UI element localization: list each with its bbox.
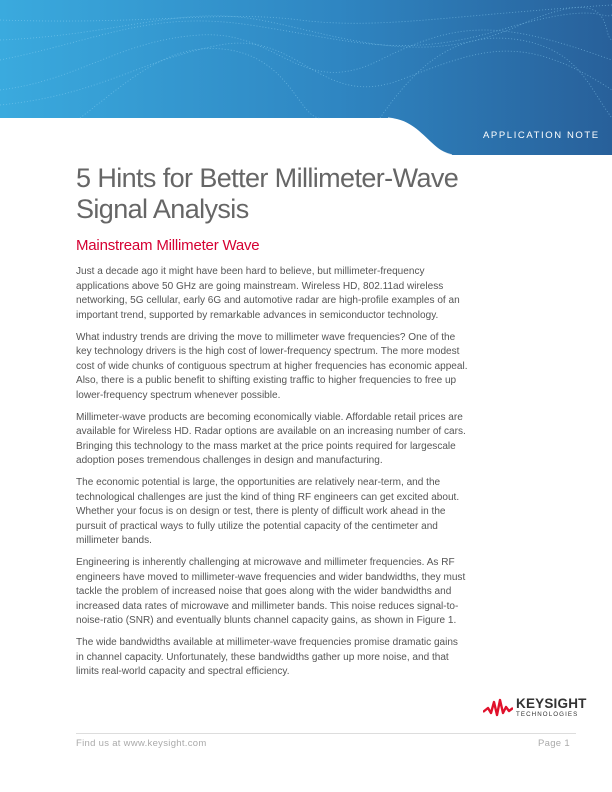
paragraph: The wide bandwidths available at millimeter-wave frequencies promise dramatic gains in channel capacity. Unfortunately, these bandwidths gather up more noise, and that limits real-world capacity and spectral efficiency. — [76, 637, 458, 677]
paragraph: Millimeter-wave products are becoming economically viable. Affordable retail prices are available for Wireless HD. Radar options are available on an increasing number of cars. Bringing this technology to the mass market at the price points required for largescale adoption poses tremendous challenges in design and manufacturing. — [76, 411, 466, 466]
paragraph: What industry trends are driving the move to millimeter wave frequencies? One of the key technology drivers is the high cost of lower-frequency spectrum. The more modest cost of wide chunks of contiguous spectrum at higher frequencies has economic appeal. Also, there is a public benefit to shifting existing traffic to higher frequencies to free up lower-frequency spectrum whenever possible. — [76, 331, 468, 401]
footer-divider — [76, 733, 576, 734]
paragraph: The economic potential is large, the opportunities are relatively near-term, and the technological challenges are just the kind of thing RF engineers can get excited about. Whether your focus is on design or test, there is plenty of difficult work ahead in the pursuit of practical ways to fully utilize the potential capacity of the centimeter and millimeter bands. — [76, 477, 460, 546]
paragraph: Engineering is inherently challenging at microwave and millimeter frequencies. As RF engineers have moved to millimeter-wave frequencies and wider bandwidths, they must tackle the problem of increased noise that goes along with the wider bandwidths and increased data rates of microwave and millimeter bands. This noise reduces signal-to-noise-ratio (SNR) and eventually blunts channel capacity gains, as shown in Figure 1. — [76, 557, 466, 626]
page-number: Page 1 — [538, 738, 570, 749]
page-title: 5 Hints for Better Millimeter-Wave Signal Analysis — [76, 163, 459, 224]
paragraph: Just a decade ago it might have been hard to believe, but millimeter-frequency applications above 50 GHz are going mainstream. Wireless HD, 802.11ad wireless networking, 5G cellular, early 6G and automotive radar are high-profile examples of an important trend, supported by remarkable advances in semiconductor technology. — [76, 266, 460, 321]
body-text — [76, 265, 468, 687]
section-heading: Mainstream Millimeter Wave — [76, 237, 260, 254]
logo-name: KEYSIGHT — [516, 696, 587, 711]
footer-website[interactable]: Find us at www.keysight.com — [76, 738, 207, 749]
logo-subtitle: TECHNOLOGIES — [516, 711, 579, 718]
keysight-logo — [483, 697, 587, 718]
document-type-label: APPLICATION NOTE — [483, 130, 600, 141]
waveform-logo-icon — [483, 698, 513, 718]
